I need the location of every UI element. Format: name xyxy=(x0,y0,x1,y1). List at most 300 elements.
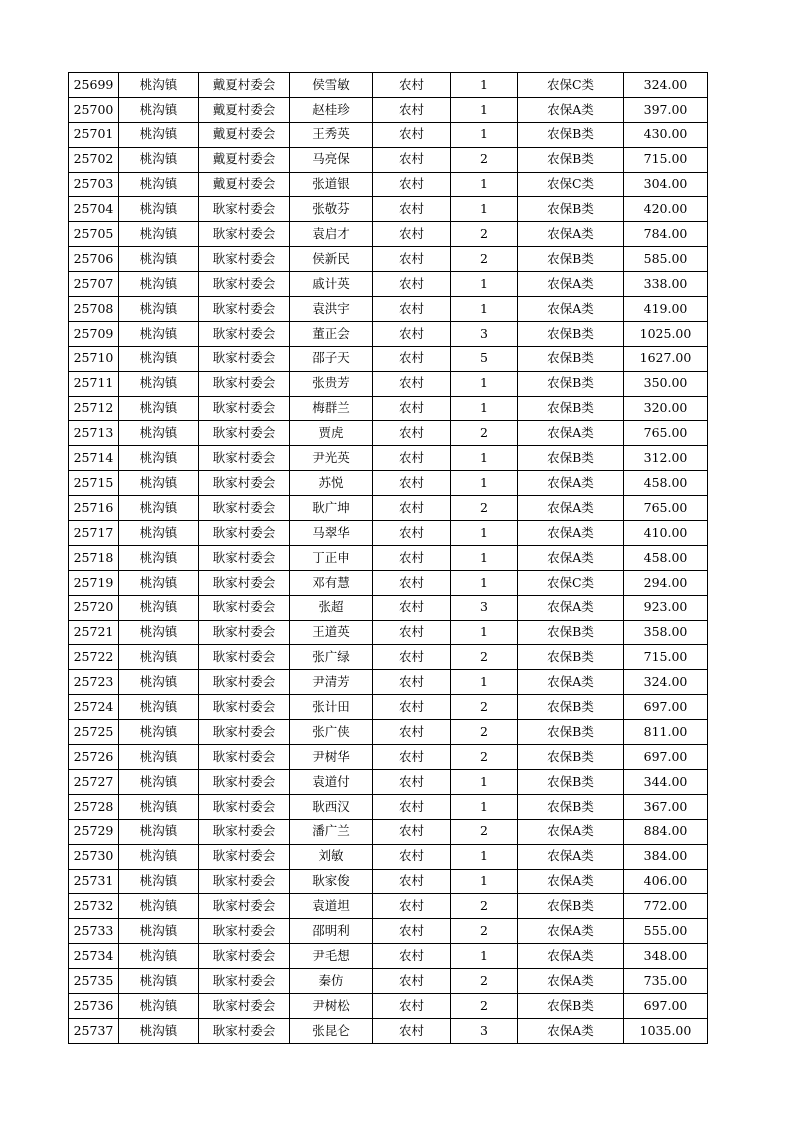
household-size-cell: 1 xyxy=(451,944,518,969)
village-committee-cell: 戴夏村委会 xyxy=(199,122,290,147)
table-row xyxy=(69,695,708,720)
table-row xyxy=(69,297,708,322)
table-row xyxy=(69,769,708,794)
person-name-cell: 贾虎 xyxy=(290,421,373,446)
amount-cell: 715.00 xyxy=(624,147,708,172)
person-name-cell: 尹毛想 xyxy=(290,944,373,969)
table-row xyxy=(69,993,708,1018)
table-row xyxy=(69,222,708,247)
area-type-cell: 农村 xyxy=(373,272,451,297)
table-row xyxy=(69,894,708,919)
town-cell: 桃沟镇 xyxy=(119,919,199,944)
person-name-cell: 侯雪敏 xyxy=(290,73,373,98)
household-size-cell: 3 xyxy=(451,595,518,620)
person-name-cell: 袁洪宇 xyxy=(290,297,373,322)
person-name-cell: 戚计英 xyxy=(290,272,373,297)
insurance-category-cell: 农保A类 xyxy=(518,297,624,322)
table-row xyxy=(69,122,708,147)
amount-cell: 715.00 xyxy=(624,645,708,670)
area-type-cell: 农村 xyxy=(373,595,451,620)
household-size-cell: 1 xyxy=(451,97,518,122)
village-committee-cell: 耿家村委会 xyxy=(199,496,290,521)
insurance-category-cell: 农保B类 xyxy=(518,794,624,819)
person-name-cell: 邓有慧 xyxy=(290,570,373,595)
insurance-category-cell: 农保A类 xyxy=(518,869,624,894)
record-id-cell: 25711 xyxy=(69,371,119,396)
town-cell: 桃沟镇 xyxy=(119,371,199,396)
household-size-cell: 1 xyxy=(451,570,518,595)
table-row xyxy=(69,73,708,98)
insurance-category-cell: 农保B类 xyxy=(518,645,624,670)
amount-cell: 697.00 xyxy=(624,993,708,1018)
person-name-cell: 尹清芳 xyxy=(290,670,373,695)
area-type-cell: 农村 xyxy=(373,670,451,695)
amount-cell: 1025.00 xyxy=(624,321,708,346)
insurance-category-cell: 农保B类 xyxy=(518,695,624,720)
amount-cell: 458.00 xyxy=(624,545,708,570)
person-name-cell: 耿家俊 xyxy=(290,869,373,894)
record-id-cell: 25722 xyxy=(69,645,119,670)
town-cell: 桃沟镇 xyxy=(119,272,199,297)
village-committee-cell: 耿家村委会 xyxy=(199,272,290,297)
record-id-cell: 25702 xyxy=(69,147,119,172)
table-row xyxy=(69,869,708,894)
area-type-cell: 农村 xyxy=(373,869,451,894)
household-size-cell: 1 xyxy=(451,371,518,396)
record-id-cell: 25716 xyxy=(69,496,119,521)
village-committee-cell: 耿家村委会 xyxy=(199,297,290,322)
area-type-cell: 农村 xyxy=(373,297,451,322)
insurance-category-cell: 农保C类 xyxy=(518,570,624,595)
insurance-category-cell: 农保A类 xyxy=(518,944,624,969)
table-row xyxy=(69,172,708,197)
table-row xyxy=(69,396,708,421)
village-committee-cell: 耿家村委会 xyxy=(199,570,290,595)
town-cell: 桃沟镇 xyxy=(119,794,199,819)
record-id-cell: 25736 xyxy=(69,993,119,1018)
household-size-cell: 1 xyxy=(451,197,518,222)
town-cell: 桃沟镇 xyxy=(119,695,199,720)
table-row xyxy=(69,421,708,446)
area-type-cell: 农村 xyxy=(373,396,451,421)
person-name-cell: 侯新民 xyxy=(290,247,373,272)
person-name-cell: 邵子天 xyxy=(290,346,373,371)
area-type-cell: 农村 xyxy=(373,247,451,272)
person-name-cell: 丁正申 xyxy=(290,545,373,570)
area-type-cell: 农村 xyxy=(373,620,451,645)
person-name-cell: 袁道付 xyxy=(290,769,373,794)
amount-cell: 1035.00 xyxy=(624,1018,708,1043)
household-size-cell: 1 xyxy=(451,73,518,98)
household-size-cell: 2 xyxy=(451,919,518,944)
amount-cell: 458.00 xyxy=(624,471,708,496)
village-committee-cell: 戴夏村委会 xyxy=(199,147,290,172)
insurance-category-cell: 农保C类 xyxy=(518,172,624,197)
village-committee-cell: 耿家村委会 xyxy=(199,222,290,247)
table-body xyxy=(69,73,708,1044)
town-cell: 桃沟镇 xyxy=(119,421,199,446)
household-size-cell: 1 xyxy=(451,297,518,322)
person-name-cell: 张超 xyxy=(290,595,373,620)
insurance-category-cell: 农保B类 xyxy=(518,620,624,645)
amount-cell: 344.00 xyxy=(624,769,708,794)
household-size-cell: 1 xyxy=(451,272,518,297)
record-id-cell: 25720 xyxy=(69,595,119,620)
table-row xyxy=(69,944,708,969)
record-id-cell: 25714 xyxy=(69,446,119,471)
record-id-cell: 25718 xyxy=(69,545,119,570)
insurance-category-cell: 农保B类 xyxy=(518,197,624,222)
record-id-cell: 25713 xyxy=(69,421,119,446)
table-row xyxy=(69,272,708,297)
record-id-cell: 25726 xyxy=(69,745,119,770)
record-id-cell: 25705 xyxy=(69,222,119,247)
record-id-cell: 25723 xyxy=(69,670,119,695)
record-id-cell: 25719 xyxy=(69,570,119,595)
area-type-cell: 农村 xyxy=(373,645,451,670)
insurance-category-cell: 农保A类 xyxy=(518,670,624,695)
village-committee-cell: 耿家村委会 xyxy=(199,471,290,496)
town-cell: 桃沟镇 xyxy=(119,446,199,471)
area-type-cell: 农村 xyxy=(373,570,451,595)
record-id-cell: 25709 xyxy=(69,321,119,346)
table-row xyxy=(69,545,708,570)
town-cell: 桃沟镇 xyxy=(119,122,199,147)
household-size-cell: 2 xyxy=(451,993,518,1018)
person-name-cell: 张广侠 xyxy=(290,720,373,745)
insurance-category-cell: 农保A类 xyxy=(518,421,624,446)
record-id-cell: 25735 xyxy=(69,969,119,994)
table-row xyxy=(69,595,708,620)
household-size-cell: 2 xyxy=(451,421,518,446)
village-committee-cell: 耿家村委会 xyxy=(199,769,290,794)
amount-cell: 348.00 xyxy=(624,944,708,969)
village-committee-cell: 耿家村委会 xyxy=(199,745,290,770)
table-row xyxy=(69,446,708,471)
insurance-category-cell: 农保B类 xyxy=(518,396,624,421)
amount-cell: 772.00 xyxy=(624,894,708,919)
area-type-cell: 农村 xyxy=(373,794,451,819)
area-type-cell: 农村 xyxy=(373,421,451,446)
table-row xyxy=(69,247,708,272)
record-id-cell: 25734 xyxy=(69,944,119,969)
area-type-cell: 农村 xyxy=(373,819,451,844)
household-size-cell: 2 xyxy=(451,695,518,720)
person-name-cell: 尹树松 xyxy=(290,993,373,1018)
amount-cell: 419.00 xyxy=(624,297,708,322)
amount-cell: 697.00 xyxy=(624,745,708,770)
person-name-cell: 梅群兰 xyxy=(290,396,373,421)
town-cell: 桃沟镇 xyxy=(119,97,199,122)
record-id-cell: 25700 xyxy=(69,97,119,122)
area-type-cell: 农村 xyxy=(373,496,451,521)
household-size-cell: 1 xyxy=(451,844,518,869)
table-row xyxy=(69,819,708,844)
insurance-category-cell: 农保B类 xyxy=(518,993,624,1018)
town-cell: 桃沟镇 xyxy=(119,969,199,994)
town-cell: 桃沟镇 xyxy=(119,346,199,371)
record-id-cell: 25710 xyxy=(69,346,119,371)
table-row xyxy=(69,147,708,172)
amount-cell: 697.00 xyxy=(624,695,708,720)
amount-cell: 294.00 xyxy=(624,570,708,595)
record-id-cell: 25727 xyxy=(69,769,119,794)
table-row xyxy=(69,620,708,645)
insurance-category-cell: 农保B类 xyxy=(518,446,624,471)
area-type-cell: 农村 xyxy=(373,521,451,546)
household-size-cell: 2 xyxy=(451,894,518,919)
village-committee-cell: 耿家村委会 xyxy=(199,844,290,869)
insurance-category-cell: 农保B类 xyxy=(518,769,624,794)
household-size-cell: 2 xyxy=(451,819,518,844)
insurance-category-cell: 农保B类 xyxy=(518,720,624,745)
village-committee-cell: 耿家村委会 xyxy=(199,969,290,994)
town-cell: 桃沟镇 xyxy=(119,73,199,98)
town-cell: 桃沟镇 xyxy=(119,197,199,222)
table-row xyxy=(69,794,708,819)
person-name-cell: 尹树华 xyxy=(290,745,373,770)
area-type-cell: 农村 xyxy=(373,371,451,396)
area-type-cell: 农村 xyxy=(373,321,451,346)
insurance-category-cell: 农保A类 xyxy=(518,496,624,521)
table-row xyxy=(69,570,708,595)
record-id-cell: 25730 xyxy=(69,844,119,869)
area-type-cell: 农村 xyxy=(373,894,451,919)
household-size-cell: 1 xyxy=(451,521,518,546)
area-type-cell: 农村 xyxy=(373,919,451,944)
amount-cell: 765.00 xyxy=(624,496,708,521)
record-id-cell: 25704 xyxy=(69,197,119,222)
record-id-cell: 25708 xyxy=(69,297,119,322)
record-id-cell: 25717 xyxy=(69,521,119,546)
town-cell: 桃沟镇 xyxy=(119,645,199,670)
person-name-cell: 耿西汉 xyxy=(290,794,373,819)
area-type-cell: 农村 xyxy=(373,844,451,869)
person-name-cell: 张道银 xyxy=(290,172,373,197)
person-name-cell: 尹光英 xyxy=(290,446,373,471)
town-cell: 桃沟镇 xyxy=(119,172,199,197)
town-cell: 桃沟镇 xyxy=(119,819,199,844)
household-size-cell: 1 xyxy=(451,471,518,496)
record-id-cell: 25724 xyxy=(69,695,119,720)
household-size-cell: 3 xyxy=(451,321,518,346)
village-committee-cell: 耿家村委会 xyxy=(199,695,290,720)
insurance-category-cell: 农保A类 xyxy=(518,471,624,496)
table-row xyxy=(69,197,708,222)
amount-cell: 406.00 xyxy=(624,869,708,894)
record-id-cell: 25731 xyxy=(69,869,119,894)
record-id-cell: 25728 xyxy=(69,794,119,819)
town-cell: 桃沟镇 xyxy=(119,570,199,595)
town-cell: 桃沟镇 xyxy=(119,869,199,894)
insurance-category-cell: 农保A类 xyxy=(518,521,624,546)
person-name-cell: 耿广坤 xyxy=(290,496,373,521)
area-type-cell: 农村 xyxy=(373,993,451,1018)
person-name-cell: 王道英 xyxy=(290,620,373,645)
person-name-cell: 张广绿 xyxy=(290,645,373,670)
amount-cell: 735.00 xyxy=(624,969,708,994)
household-size-cell: 2 xyxy=(451,969,518,994)
table-row xyxy=(69,321,708,346)
area-type-cell: 农村 xyxy=(373,695,451,720)
area-type-cell: 农村 xyxy=(373,122,451,147)
person-name-cell: 苏悦 xyxy=(290,471,373,496)
household-size-cell: 1 xyxy=(451,869,518,894)
village-committee-cell: 耿家村委会 xyxy=(199,869,290,894)
household-size-cell: 1 xyxy=(451,794,518,819)
amount-cell: 367.00 xyxy=(624,794,708,819)
record-id-cell: 25706 xyxy=(69,247,119,272)
village-committee-cell: 耿家村委会 xyxy=(199,894,290,919)
household-size-cell: 2 xyxy=(451,222,518,247)
town-cell: 桃沟镇 xyxy=(119,745,199,770)
insurance-category-cell: 农保A类 xyxy=(518,819,624,844)
insurance-category-cell: 农保B类 xyxy=(518,894,624,919)
village-committee-cell: 耿家村委会 xyxy=(199,645,290,670)
record-id-cell: 25715 xyxy=(69,471,119,496)
area-type-cell: 农村 xyxy=(373,1018,451,1043)
area-type-cell: 农村 xyxy=(373,172,451,197)
record-id-cell: 25737 xyxy=(69,1018,119,1043)
area-type-cell: 农村 xyxy=(373,222,451,247)
household-size-cell: 2 xyxy=(451,147,518,172)
area-type-cell: 农村 xyxy=(373,769,451,794)
town-cell: 桃沟镇 xyxy=(119,496,199,521)
insurance-category-cell: 农保A类 xyxy=(518,272,624,297)
village-committee-cell: 耿家村委会 xyxy=(199,819,290,844)
town-cell: 桃沟镇 xyxy=(119,595,199,620)
table-row xyxy=(69,919,708,944)
town-cell: 桃沟镇 xyxy=(119,844,199,869)
village-committee-cell: 耿家村委会 xyxy=(199,545,290,570)
record-id-cell: 25733 xyxy=(69,919,119,944)
table-row xyxy=(69,645,708,670)
household-size-cell: 2 xyxy=(451,247,518,272)
insurance-category-cell: 农保B类 xyxy=(518,247,624,272)
area-type-cell: 农村 xyxy=(373,197,451,222)
insurance-category-cell: 农保A类 xyxy=(518,222,624,247)
amount-cell: 350.00 xyxy=(624,371,708,396)
insurance-category-cell: 农保B类 xyxy=(518,321,624,346)
insurance-category-cell: 农保B类 xyxy=(518,745,624,770)
household-size-cell: 3 xyxy=(451,1018,518,1043)
household-size-cell: 1 xyxy=(451,670,518,695)
insurance-category-cell: 农保A类 xyxy=(518,1018,624,1043)
village-committee-cell: 耿家村委会 xyxy=(199,421,290,446)
insurance-category-cell: 农保B类 xyxy=(518,147,624,172)
amount-cell: 304.00 xyxy=(624,172,708,197)
insurance-category-cell: 农保A类 xyxy=(518,844,624,869)
village-committee-cell: 耿家村委会 xyxy=(199,521,290,546)
table-row xyxy=(69,1018,708,1043)
village-committee-cell: 戴夏村委会 xyxy=(199,172,290,197)
person-name-cell: 王秀英 xyxy=(290,122,373,147)
record-id-cell: 25701 xyxy=(69,122,119,147)
town-cell: 桃沟镇 xyxy=(119,720,199,745)
amount-cell: 1627.00 xyxy=(624,346,708,371)
amount-cell: 430.00 xyxy=(624,122,708,147)
area-type-cell: 农村 xyxy=(373,346,451,371)
amount-cell: 585.00 xyxy=(624,247,708,272)
village-committee-cell: 耿家村委会 xyxy=(199,321,290,346)
village-committee-cell: 耿家村委会 xyxy=(199,993,290,1018)
amount-cell: 397.00 xyxy=(624,97,708,122)
town-cell: 桃沟镇 xyxy=(119,396,199,421)
table-row xyxy=(69,670,708,695)
record-id-cell: 25732 xyxy=(69,894,119,919)
amount-cell: 765.00 xyxy=(624,421,708,446)
amount-cell: 358.00 xyxy=(624,620,708,645)
table-row xyxy=(69,97,708,122)
person-name-cell: 刘敏 xyxy=(290,844,373,869)
household-size-cell: 1 xyxy=(451,172,518,197)
table-row xyxy=(69,471,708,496)
town-cell: 桃沟镇 xyxy=(119,769,199,794)
insurance-category-cell: 农保A类 xyxy=(518,969,624,994)
household-size-cell: 1 xyxy=(451,122,518,147)
person-name-cell: 马翠华 xyxy=(290,521,373,546)
amount-cell: 555.00 xyxy=(624,919,708,944)
village-committee-cell: 耿家村委会 xyxy=(199,446,290,471)
town-cell: 桃沟镇 xyxy=(119,545,199,570)
village-committee-cell: 耿家村委会 xyxy=(199,371,290,396)
insurance-category-cell: 农保A类 xyxy=(518,97,624,122)
household-size-cell: 5 xyxy=(451,346,518,371)
village-committee-cell: 耿家村委会 xyxy=(199,944,290,969)
town-cell: 桃沟镇 xyxy=(119,321,199,346)
record-id-cell: 25699 xyxy=(69,73,119,98)
household-size-cell: 1 xyxy=(451,545,518,570)
table-row xyxy=(69,969,708,994)
table-row xyxy=(69,745,708,770)
person-name-cell: 袁启才 xyxy=(290,222,373,247)
area-type-cell: 农村 xyxy=(373,73,451,98)
record-id-cell: 25703 xyxy=(69,172,119,197)
record-id-cell: 25725 xyxy=(69,720,119,745)
amount-cell: 312.00 xyxy=(624,446,708,471)
person-name-cell: 张贵芳 xyxy=(290,371,373,396)
amount-cell: 324.00 xyxy=(624,73,708,98)
village-committee-cell: 耿家村委会 xyxy=(199,919,290,944)
town-cell: 桃沟镇 xyxy=(119,521,199,546)
area-type-cell: 农村 xyxy=(373,745,451,770)
area-type-cell: 农村 xyxy=(373,471,451,496)
record-id-cell: 25721 xyxy=(69,620,119,645)
insurance-category-cell: 农保A类 xyxy=(518,595,624,620)
town-cell: 桃沟镇 xyxy=(119,147,199,172)
table-row xyxy=(69,496,708,521)
amount-cell: 384.00 xyxy=(624,844,708,869)
village-committee-cell: 戴夏村委会 xyxy=(199,97,290,122)
town-cell: 桃沟镇 xyxy=(119,222,199,247)
amount-cell: 811.00 xyxy=(624,720,708,745)
amount-cell: 324.00 xyxy=(624,670,708,695)
table-row xyxy=(69,521,708,546)
village-committee-cell: 耿家村委会 xyxy=(199,670,290,695)
area-type-cell: 农村 xyxy=(373,446,451,471)
village-committee-cell: 耿家村委会 xyxy=(199,720,290,745)
town-cell: 桃沟镇 xyxy=(119,471,199,496)
household-size-cell: 1 xyxy=(451,396,518,421)
amount-cell: 420.00 xyxy=(624,197,708,222)
area-type-cell: 农村 xyxy=(373,147,451,172)
town-cell: 桃沟镇 xyxy=(119,993,199,1018)
household-size-cell: 2 xyxy=(451,745,518,770)
person-name-cell: 张计田 xyxy=(290,695,373,720)
person-name-cell: 张敬芬 xyxy=(290,197,373,222)
area-type-cell: 农村 xyxy=(373,97,451,122)
amount-cell: 784.00 xyxy=(624,222,708,247)
